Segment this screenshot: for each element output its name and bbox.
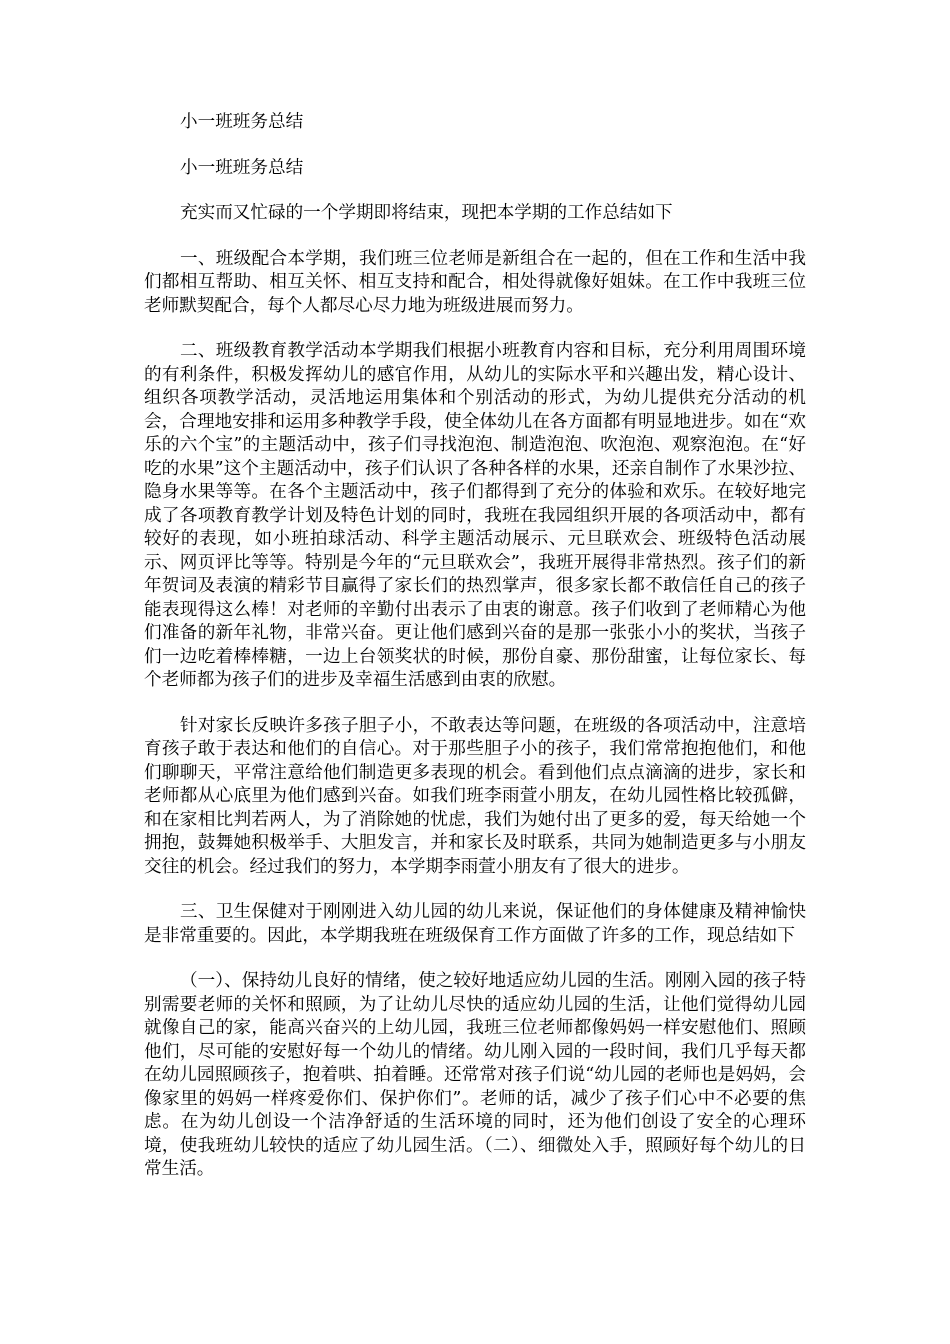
paragraph-teaching-activities: 二、班级教育教学活动本学期我们根据小班教育内容和目标，充分利用周围环境的有利条件，积极发挥幼儿的感官作用，从幼儿的实际水平和兴趣出发，精心设计、组织各项教学活动，灵活地运用集体和个别活动的形式，为幼儿提供充分活动的机会，合理地安排和运用多种教学手段，使全体幼儿在各方面都有明显地进步。如在“欢乐的六个宝”的主题活动中，孩子们寻找泡泡、制造泡泡、吹泡泡、观察泡泡。在“好吃的水果”这个主题活动中，孩子们认识了各种各样的水果，还亲自制作了水果沙拉、隐身水果等等。在各个主题活动中，孩子们都得到了充分的体验和欢乐。在较好地完成了各项教育教学计划及特色计划的同时，我班在我园组织开展的各项活动中，都有较好的表现，如小班拍球活动、科学主题活动展示、元旦联欢会、班级特色活动展示、网页评比等等。特别是今年的“元旦联欢会”，我班开展得非常热烈。孩子们的新年贺词及表演的精彩节目赢得了家长们的热烈掌声，很多家长都不敢信任自己的孩子能表现得这么棒！对老师的辛勤付出表示了由衷的谢意。孩子们收到了老师精心为他们准备的新年礼物，非常兴奋。更让他们感到兴奋的是那一张张小小的奖状，当孩子们一边吃着棒棒糖，一边上台领奖状的时候，那份自豪、那份甜蜜，让每位家长、每个老师都为孩子们的进步及幸福生活感到由衷的欣慰。 — [144, 341, 806, 690]
paragraph-health-care: 三、卫生保健对于刚刚进入幼儿园的幼儿来说，保证他们的身体健康及精神愉快是非常重要的。因此，本学期我班在班级保育工作方面做了许多的工作，现总结如下 — [144, 902, 806, 946]
document-subtitle: 小一班班务总结 — [180, 157, 304, 178]
document-page — [144, 111, 806, 1182]
paragraph-class-cooperation: 一、班级配合本学期，我们班三位老师是新组合在一起的，但在工作和生活中我们都相互帮助、相互关怀、相互支持和配合，相处得就像好姐妹。在工作中我班三位老师默契配合，每个人都尽心尽力地为班级进展而努力。 — [144, 248, 806, 316]
document-title: 小一班班务总结 — [180, 112, 304, 132]
paragraph-confidence: 针对家长反映许多孩子胆子小，不敢表达等问题，在班级的各项活动中，注意培育孩子敢于表达和他们的自信心。对于那些胆子小的孩子，我们常常抱抱他们，和他们聊聊天，平常注意给他们制造更多表现的机会。看到他们点点滴滴的进步，家长和老师都从心底里为他们感到兴奋。如我们班李雨萱小朋友，在幼儿园性格比较孤僻，和在家相比判若两人，为了消除她的忧虑，我们为她付出了更多的爱，每天给她一个拥抱，鼓舞她积极举手、大胆发言，并和家长及时联系，共同为她制造更多与小朋友交往的机会。经过我们的努力，本学期李雨萱小朋友有了很大的进步。 — [144, 715, 806, 877]
paragraph-intro: 充实而又忙碌的一个学期即将结束，现把本学期的工作总结如下 — [180, 203, 673, 223]
paragraph-emotions: （一）、保持幼儿良好的情绪，使之较好地适应幼儿园的生活。刚刚入园的孩子特别需要老师的关怀和照顾，为了让幼儿尽快的适应幼儿园的生活，让他们觉得幼儿园就像自己的家，能高兴奋兴的上幼儿园，我班三位老师都像妈妈一样安慰他们、照顾他们，尽可能的安慰好每一个幼儿的情绪。幼儿刚入园的一段时间，我们几乎每天都在幼儿园照顾孩子，抱着哄、拍着睡。还常常对孩子们说“幼儿园的老师也是妈妈，会像家里的妈妈一样疼爱你们、保护你们”。老师的话，减少了孩子们心中不必要的焦虑。在为幼儿创设一个洁净舒适的生活环境的同时，还为他们创设了安全的心理环境，使我班幼儿较快的适应了幼儿园生活。（二）、细微处入手，照顾好每个幼儿的日常生活。 — [144, 971, 806, 1179]
